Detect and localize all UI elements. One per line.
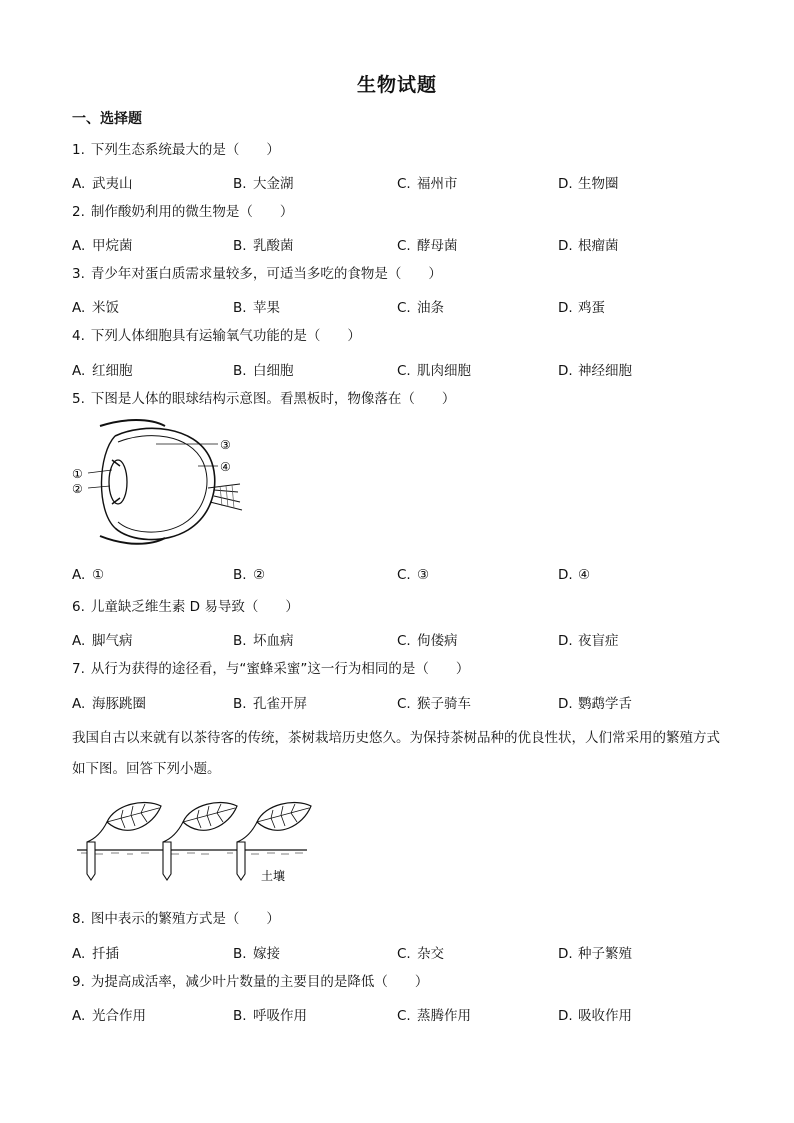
option-b: B. 坏血病 — [233, 633, 294, 649]
question-4 — [72, 327, 361, 345]
option-b: B. 嫁接 — [233, 946, 280, 962]
option-c: C. 蒸腾作用 — [397, 1008, 471, 1024]
lens — [109, 460, 127, 504]
options-4 — [72, 359, 732, 377]
reading-passage: 我国自古以来就有以茶待客的传统，茶树栽培历史悠久。为保持茶树品种的优良性状，人们常采用的繁殖方式如下图。回答下列小题。 — [72, 730, 720, 777]
option-a: A. 武夷山 — [72, 176, 133, 192]
option-c: C. ③ — [397, 567, 430, 583]
option-b: B. 孔雀开屏 — [233, 696, 307, 712]
option-a: A. ① — [72, 567, 105, 583]
option-d: D. 根瘤菌 — [558, 238, 619, 254]
cornea — [101, 436, 115, 528]
sclera-outline — [115, 428, 215, 539]
question-7 — [72, 660, 469, 678]
option-c: C. 猴子骑车 — [397, 696, 471, 712]
question-6 — [72, 598, 299, 616]
question-number: 3. — [72, 266, 85, 282]
question-number: 2. — [72, 204, 85, 220]
soil-label: 土壤 — [261, 869, 286, 883]
question-5 — [72, 390, 455, 408]
question-2 — [72, 203, 293, 221]
options-8 — [72, 942, 732, 960]
question-stem: 下图是人体的眼球结构示意图。看黑板时，物像落在（ ） — [90, 391, 456, 407]
upper-eyelid — [100, 420, 165, 426]
question-8 — [72, 910, 280, 928]
option-c: C. 杂交 — [397, 946, 444, 962]
label-4: ④ — [220, 460, 231, 474]
options-3 — [72, 296, 732, 314]
option-b: B. 乳酸菌 — [233, 238, 294, 254]
option-a: A. 光合作用 — [72, 1008, 146, 1024]
question-number: 9. — [72, 974, 85, 990]
question-stem: 儿童缺乏维生素 D 易导致（ ） — [90, 599, 299, 615]
option-c: C. 肌肉细胞 — [397, 363, 471, 379]
question-stem: 制作酸奶利用的微生物是（ ） — [90, 204, 294, 220]
options-6 — [72, 629, 732, 647]
question-3 — [72, 265, 442, 283]
question-number: 7. — [72, 661, 85, 677]
eyeball-diagram — [70, 418, 245, 548]
option-b: B. 白细胞 — [233, 363, 294, 379]
option-c: C. 福州市 — [397, 176, 458, 192]
option-c: C. 油条 — [397, 300, 444, 316]
question-number: 5. — [72, 391, 85, 407]
option-b: B. 大金湖 — [233, 176, 294, 192]
question-number: 8. — [72, 911, 85, 927]
question-stem: 下列生态系统最大的是（ ） — [90, 142, 280, 158]
option-c: C. 佝偻病 — [397, 633, 458, 649]
page-title: 生物试题 — [356, 74, 437, 96]
question-number: 1. — [72, 142, 85, 158]
option-a: A. 甲烷菌 — [72, 238, 133, 254]
question-1 — [72, 141, 280, 159]
option-d: D. 神经细胞 — [558, 363, 632, 379]
question-9 — [72, 973, 428, 991]
option-d: D. 鸡蛋 — [558, 300, 605, 316]
question-stem: 下列人体细胞具有运输氧气功能的是（ ） — [90, 328, 361, 344]
option-b: B. 呼吸作用 — [233, 1008, 307, 1024]
cutting-diagram — [75, 800, 315, 890]
option-b: B. ② — [233, 567, 266, 583]
retina-outline — [118, 436, 207, 532]
option-d: D. ④ — [558, 567, 591, 583]
cutting-1 — [87, 803, 161, 880]
label-2: ② — [72, 482, 83, 496]
cutting-2 — [163, 803, 237, 880]
question-number: 4. — [72, 328, 85, 344]
option-a: A. 海豚跳圈 — [72, 696, 146, 712]
label-1: ① — [72, 467, 83, 481]
option-d: D. 夜盲症 — [558, 633, 619, 649]
option-a: A. 红细胞 — [72, 363, 133, 379]
option-d: D. 吸收作用 — [558, 1008, 632, 1024]
question-stem: 图中表示的繁殖方式是（ ） — [90, 911, 280, 927]
question-stem: 青少年对蛋白质需求量较多，可适当多吃的食物是（ ） — [90, 266, 442, 282]
option-d: D. 种子繁殖 — [558, 946, 632, 962]
option-a: A. 扦插 — [72, 946, 119, 962]
options-5 — [72, 567, 732, 585]
question-stem: 为提高成活率，减少叶片数量的主要目的是降低（ ） — [90, 974, 429, 990]
options-2 — [72, 234, 732, 252]
question-stem: 从行为获得的途径看，与“蜜蜂采蜜”这一行为相同的是（ ） — [90, 661, 470, 677]
question-number: 6. — [72, 599, 85, 615]
option-a: A. 脚气病 — [72, 633, 133, 649]
label-3: ③ — [220, 438, 231, 452]
options-1 — [72, 172, 732, 190]
option-c: C. 酵母菌 — [397, 238, 458, 254]
option-d: D. 鹦鹉学舌 — [558, 696, 632, 712]
section-heading: 一、选择题 — [72, 111, 142, 127]
option-a: A. 米饭 — [72, 300, 119, 316]
options-9 — [72, 1004, 732, 1022]
options-7 — [72, 692, 732, 710]
option-d: D. 生物圈 — [558, 176, 619, 192]
option-b: B. 苹果 — [233, 300, 280, 316]
